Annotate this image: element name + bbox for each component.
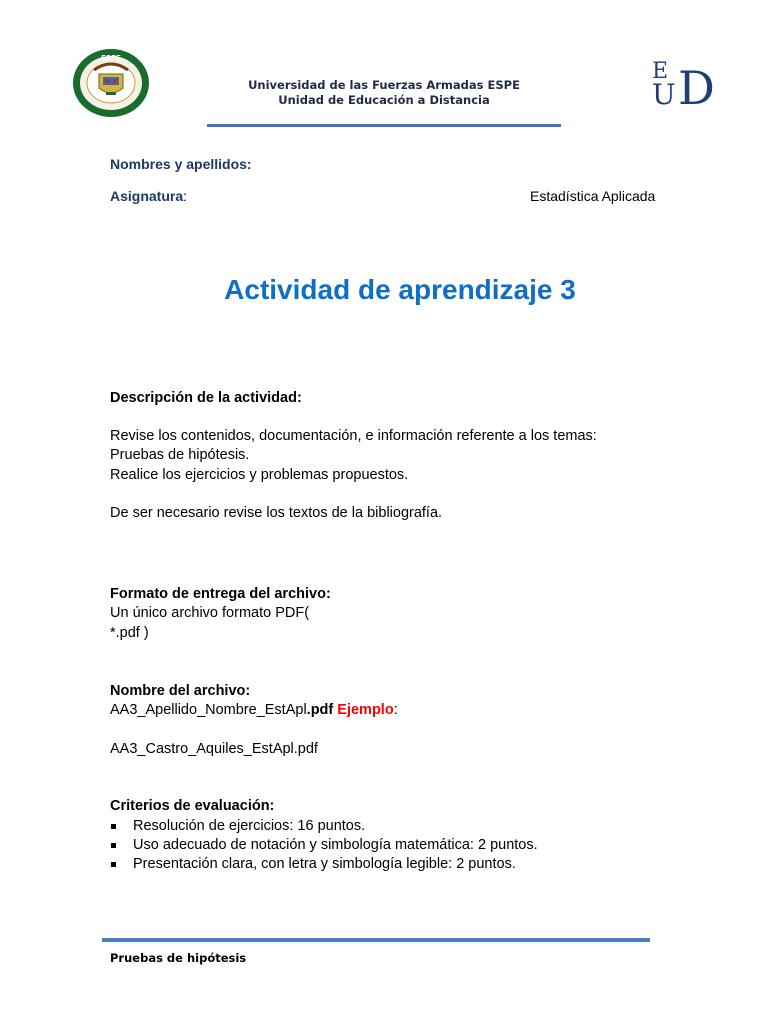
description-line-4: De ser necesario revise los textos de la bibliografía. [110, 505, 443, 521]
criteria-list [110, 817, 670, 874]
description-line-3: Realice los ejercicios y problemas propuestos. [110, 467, 409, 483]
subject-colon: : [183, 188, 188, 204]
filename-extension: .pdf [306, 702, 334, 718]
criteria-item: Uso adecuado de notación y simbología matemática: 2 puntos. [110, 836, 670, 855]
ued-logo-u: U [652, 78, 676, 110]
footer-divider [102, 938, 650, 942]
page-title: Actividad de aprendizaje 3 [224, 274, 576, 305]
criteria-heading: Criterios de evaluación: [110, 798, 275, 814]
filename-pattern-row [110, 701, 398, 721]
footer-text: Pruebas de hipótesis [110, 951, 247, 965]
format-line-1: Un único archivo formato PDF( [110, 605, 310, 621]
description-line-2: Pruebas de hipótesis. [110, 447, 250, 463]
filename-heading: Nombre del archivo: [110, 683, 251, 699]
name-label: Nombres y apellidos: [110, 156, 252, 172]
subject-row [110, 188, 187, 204]
criteria-item: Resolución de ejercicios: 16 puntos. [110, 817, 670, 836]
espe-logo [72, 48, 150, 118]
format-line-2: *.pdf ) [110, 625, 149, 641]
subject-label: Asignatura [110, 188, 184, 204]
espe-logo-text: ESPE [101, 54, 121, 62]
unit-name: Unidad de Educación a Distancia [278, 93, 490, 107]
filename-example: AA3_Castro_Aquiles_EstApl.pdf [110, 741, 318, 757]
header-divider [207, 124, 561, 127]
example-colon: : [393, 702, 398, 718]
criteria-item: Presentación clara, con letra y simbología legible: 2 puntos. [110, 855, 670, 874]
format-heading: Formato de entrega del archivo: [110, 586, 331, 602]
example-label: Ejemplo [337, 702, 394, 718]
university-name: Universidad de las Fuerzas Armadas ESPE [248, 78, 520, 92]
description-heading: Descripción de la actividad: [110, 390, 302, 406]
filename-pattern: AA3_Apellido_Nombre_EstApl [110, 702, 307, 718]
ued-logo-e: E [652, 59, 669, 84]
description-line-1: Revise los contenidos, documentación, e información referente a los temas: [110, 428, 597, 444]
ued-logo-d: D [678, 61, 715, 110]
subject-value: Estadística Aplicada [530, 188, 656, 204]
ued-logo [648, 52, 730, 110]
